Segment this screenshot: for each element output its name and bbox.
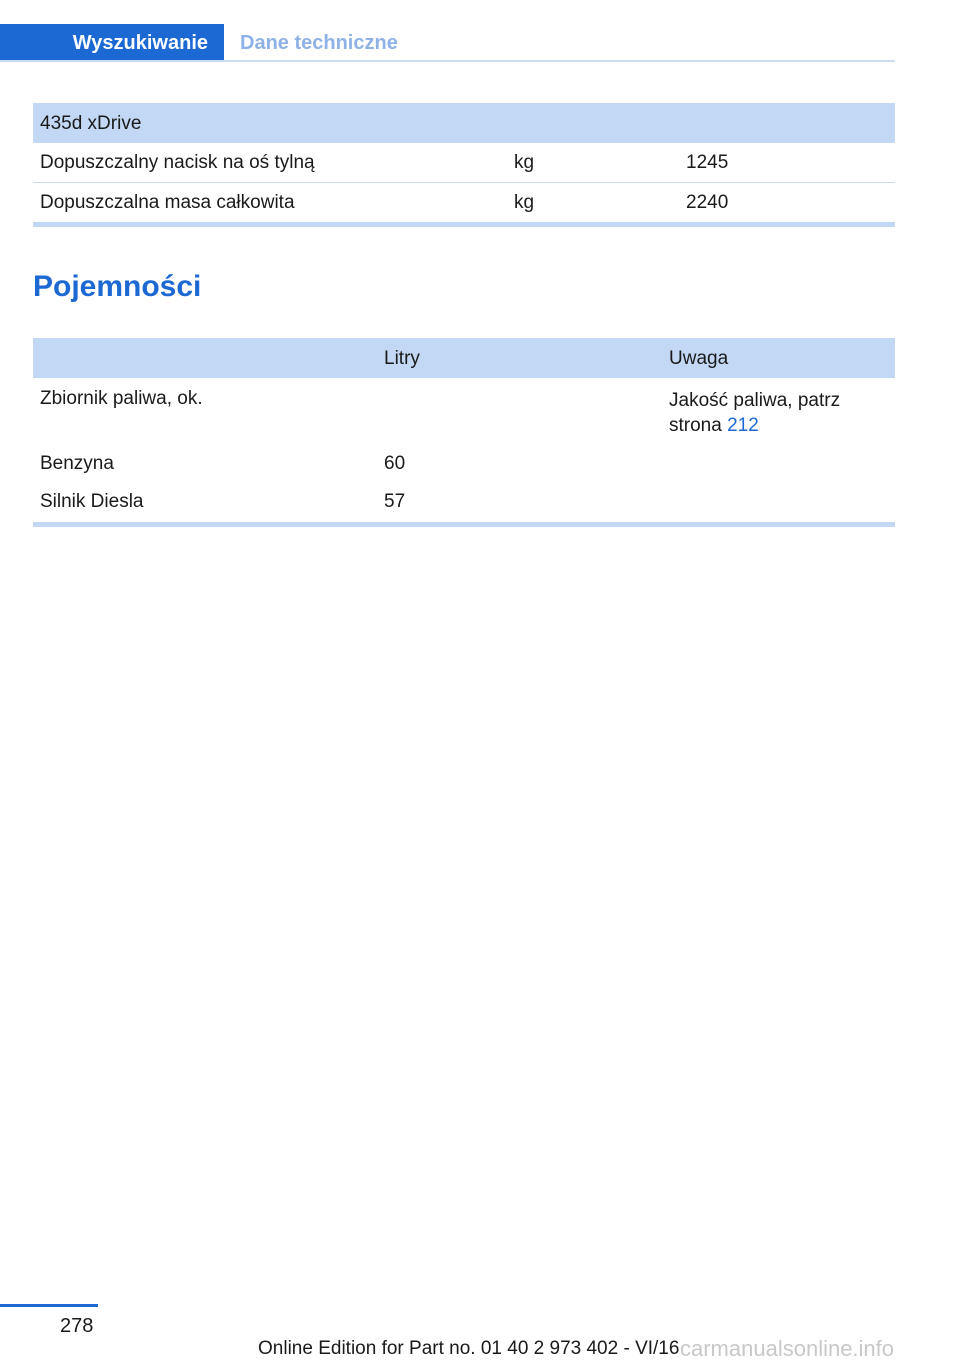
row-unit: kg — [514, 192, 535, 213]
edition-text: Online Edition for Part no. 01 40 2 973 402 - VI/16 — [258, 1338, 680, 1359]
tab-wyszukiwanie-label: Wyszukiwanie — [72, 31, 208, 54]
footer-accent-line — [0, 1304, 98, 1307]
watermark: carmanualsonline.info — [680, 1336, 895, 1361]
note-line — [669, 413, 840, 438]
row-label: Dopuszczalna masa całkowita — [40, 192, 295, 213]
page-reference-link[interactable]: 212 — [727, 415, 759, 436]
tab-dane-techniczne[interactable] — [240, 24, 398, 62]
column-header-liters: Litry — [384, 348, 420, 369]
table-header-row — [33, 338, 895, 378]
row-label: Dopuszczalny nacisk na oś tylną — [40, 152, 315, 173]
header-divider — [0, 60, 895, 62]
row-liters: 57 — [384, 491, 406, 512]
row-label: Silnik Diesla — [40, 491, 144, 512]
row-label: Zbiornik paliwa, ok. — [40, 388, 203, 409]
note-line: Jakość paliwa, patrz — [669, 390, 841, 411]
table-header-row — [33, 103, 895, 143]
row-label: Benzyna — [40, 453, 114, 474]
table-end-bar — [33, 522, 895, 527]
row-value: 1245 — [686, 152, 729, 173]
row-value: 2240 — [686, 192, 729, 213]
model-label: 435d xDrive — [40, 113, 142, 134]
tab-wyszukiwanie[interactable] — [0, 24, 224, 62]
capacities-table — [33, 338, 895, 527]
row-unit: kg — [514, 152, 535, 173]
note-text: strona — [669, 415, 722, 436]
table-row — [33, 483, 895, 522]
table-row — [33, 143, 895, 183]
table-row — [33, 444, 895, 483]
table-row — [33, 378, 895, 444]
page-number: 278 — [60, 1315, 94, 1337]
tab-dane-techniczne-label: Dane techniczne — [240, 31, 398, 54]
section-title: Pojemności — [33, 270, 202, 303]
table-end-bar — [33, 222, 895, 227]
weights-table — [33, 103, 895, 227]
row-liters: 60 — [384, 453, 406, 474]
table-row — [33, 183, 895, 222]
column-header-note: Uwaga — [669, 348, 729, 369]
row-note — [669, 388, 840, 438]
